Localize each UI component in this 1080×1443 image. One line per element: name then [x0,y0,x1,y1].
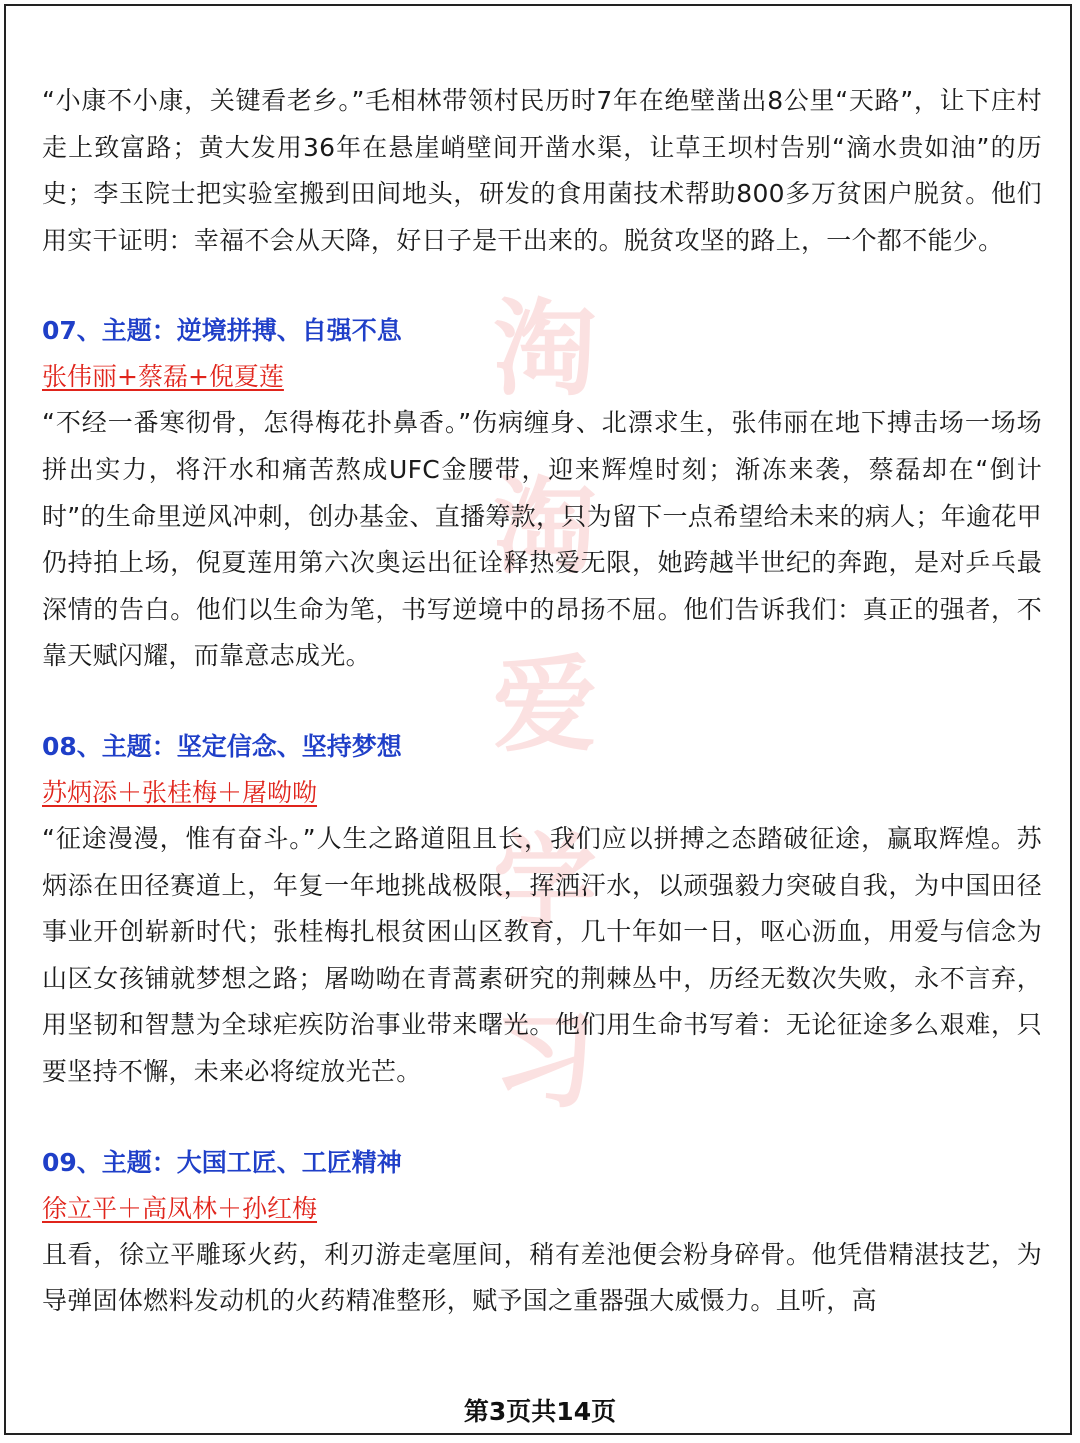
intro-paragraph: “小康不小康，关键看老乡。”毛相林带领村民历时7年在绝壁凿出8公里“天路”，让下庄村走上致富路；黄大发用36年在悬崖峭壁间开凿水渠，让草王坝村告别“滴水贵如油”的历史；李玉院士把实验室搬到田间地头，研发的食用菌技术帮助800多万贫困户脱贫。他们用实干证明：幸福不会从天降，好日子是干出来的。脱贫攻坚的路上，一个都不能少。 [42,86,1042,255]
section-title: 08、主题：坚定信念、坚持梦想 [42,731,402,761]
section-paragraph: “征途漫漫，惟有奋斗。”人生之路道阻且长，我们应以拼搏之态踏破征途，赢取辉煌。苏炳添在田径赛道上，年复一年地挑战极限，挥洒汗水，以顽强毅力突破自我，为中国田径事业开创崭新时代；张桂梅扎根贫困山区教育，几十年如一日，呕心沥血，用爱与信念为山区女孩铺就梦想之路；屠呦呦在青蒿素研究的荆棘丛中，历经无数次失败，永不言弃，用坚韧和智慧为全球疟疾防治事业带来曙光。他们用生命书写着：无论征途多么艰难，只要坚持不懈，未来必将绽放光芒。 [42,823,1042,1086]
section-title: 07、主题：逆境拼搏、自强不息 [42,316,402,346]
watermark-char: 爱 [492,643,597,766]
section-08 [42,724,1042,1096]
section-09 [42,1140,1042,1325]
section-paragraph: 且看，徐立平雕琢火药，利刃游走毫厘间，稍有差池便会粉身碎骨。他凭借精湛技艺，为导弹固体燃料发动机的火药精准整形，赋予国之重器强大威慑力。且听，高 [42,1239,1042,1316]
watermark-char: 学 [492,821,597,944]
document-body [42,78,1042,1325]
watermark-char: 淘 [492,465,597,588]
section-people: 张伟丽+蔡磊+倪夏莲 [42,362,284,392]
section-title: 09、主题：大国工匠、工匠精神 [42,1147,402,1177]
watermark-char: 习 [492,999,597,1122]
section-07 [42,308,1042,680]
page-number: 第3页共14页 [463,1397,617,1426]
watermark-char: 淘 [492,287,597,410]
section-people: 苏炳添＋张桂梅＋屠呦呦 [42,777,318,807]
section-paragraph: “不经一番寒彻骨，怎得梅花扑鼻香。”伤病缠身、北漂求生，张伟丽在地下搏击场一场场拼出实力，将汗水和痛苦熬成UFC金腰带，迎来辉煌时刻；渐冻来袭，蔡磊却在“倒计时”的生命里逆风冲刺，创办基金、直播筹款，只为留下一点希望给未来的病人；年逾花甲仍持拍上场，倪夏莲用第六次奥运出征诠释热爱无限，她跨越半世纪的奔跑，是对乒乓最深情的告白。他们以生命为笔，书写逆境中的昂扬不屈。他们告诉我们：真正的强者，不靠天赋闪耀，而靠意志成光。 [42,408,1042,671]
section-people: 徐立平＋高凤林＋孙红梅 [42,1193,318,1223]
